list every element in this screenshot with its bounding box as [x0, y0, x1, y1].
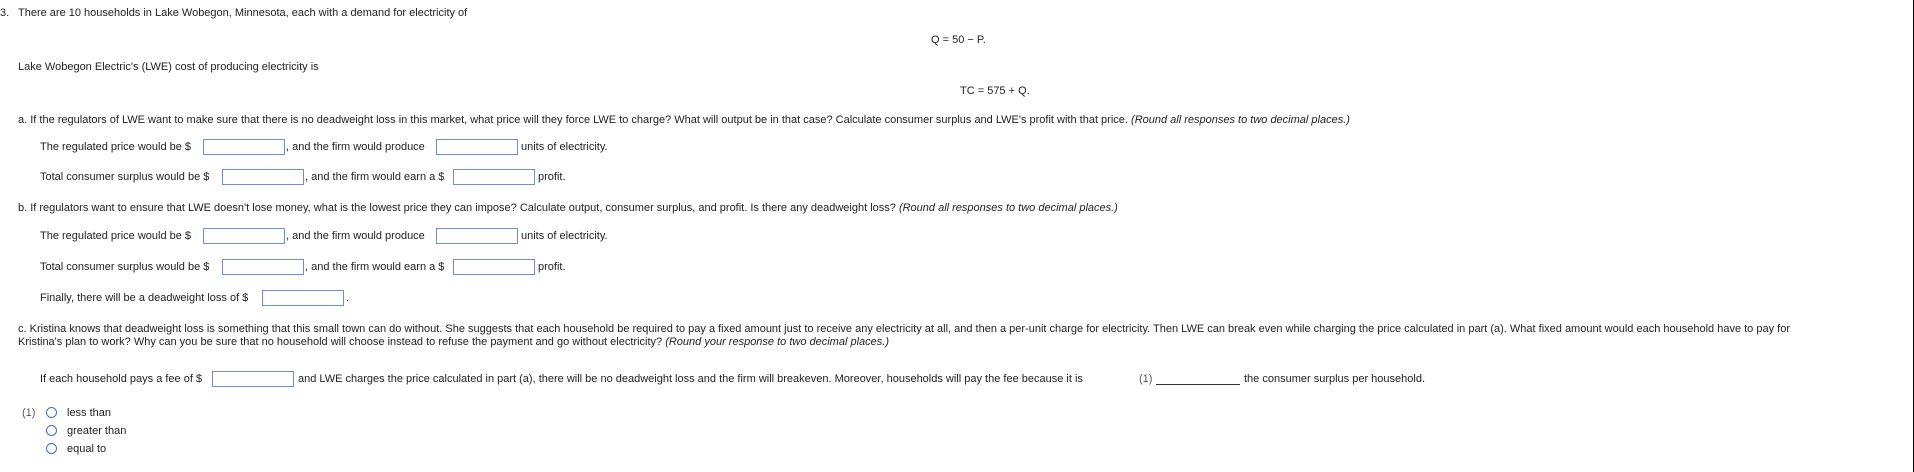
- part-b-profit-label: , and the firm would earn a $: [305, 261, 445, 273]
- cost-intro: Lake Wobegon Electric's (LWE) cost of producing electricity is: [18, 61, 319, 73]
- part-c-question-line2: Kristina's plan to work? Why can you be sure that no household will choose instead to refuse the payment and go without electricity? (Round your response to two decimal places.): [18, 336, 889, 348]
- part-b-price-label: The regulated price would be $: [40, 230, 192, 242]
- part-a-price-label: The regulated price would be $: [40, 141, 192, 153]
- part-b-question: b. If regulators want to ensure that LWE doesn't lose money, what is the lowest price they can impose? Calculate output, consumer surplus, and profit. Is there any deadweight loss? (Round all responses to two decimal places.): [18, 202, 1118, 214]
- part-b-units-label: units of electricity.: [521, 230, 608, 242]
- part-b-note: (Round all responses to two decimal places.): [898, 202, 1118, 214]
- part-a-note: (Round all responses to two decimal places.): [1131, 114, 1350, 126]
- part-a-output-label: , and the firm would produce: [286, 141, 425, 153]
- part-a-profit-input[interactable]: [453, 169, 535, 185]
- choices-marker: (1): [22, 407, 36, 419]
- demand-equation: Q = 50 − P.: [931, 34, 986, 46]
- part-b-dwl-period: .: [346, 292, 350, 304]
- part-b-dwl-input[interactable]: [262, 290, 344, 306]
- part-b-dwl-label: Finally, there will be a deadweight loss of $: [40, 292, 249, 304]
- part-a-question: a. If the regulators of LWE want to make sure that there is no deadweight loss in this market, what price will they force LWE to charge? What will output be in that case? Calculate consumer surplus and LWE's profit with that price. (Round all responses to two decimal places.): [18, 114, 1350, 126]
- part-c-fee-input[interactable]: [212, 371, 294, 387]
- radio-circle-icon[interactable]: [46, 425, 57, 436]
- part-b-output-label: , and the firm would produce: [286, 230, 425, 242]
- part-b-cs-label: Total consumer surplus would be $: [40, 261, 210, 273]
- part-b-profit-suffix: profit.: [538, 261, 566, 273]
- part-a-cs-label: Total consumer surplus would be $: [40, 171, 210, 183]
- part-c-blank-marker: (1): [1139, 373, 1153, 385]
- part-c-fee-label: If each household pays a fee of $: [40, 373, 203, 385]
- part-a-output-input[interactable]: [436, 139, 518, 155]
- choice-label: equal to: [67, 443, 107, 455]
- cost-equation: TC = 575 + Q.: [960, 85, 1030, 97]
- part-b-cs-input[interactable]: [222, 259, 304, 275]
- part-a-profit-suffix: profit.: [538, 171, 566, 183]
- radio-circle-icon[interactable]: [46, 407, 57, 418]
- part-c-suffix: the consumer surplus per household.: [1244, 373, 1425, 385]
- choice-label: greater than: [67, 425, 127, 437]
- part-b-output-input[interactable]: [436, 228, 518, 244]
- choice-label: less than: [67, 407, 112, 419]
- part-c-note: (Round your response to two decimal places.): [665, 336, 889, 348]
- problem-number: 3.: [0, 7, 10, 19]
- radio-circle-icon[interactable]: [46, 443, 57, 454]
- part-a-cs-input[interactable]: [222, 169, 304, 185]
- part-c-question-line1: c. Kristina knows that deadweight loss is something that this small town can do without. She suggests that each household be required to pay a fixed amount just to receive any electricity at all, and then a per-unit charge for electricity. Then LWE can break even while charging the price calculated in part (a). What fixed amount would each household have to pay for: [18, 323, 1790, 335]
- part-a-units-label: units of electricity.: [521, 141, 608, 153]
- part-b-price-input[interactable]: [203, 228, 285, 244]
- part-c-explanation: and LWE charges the price calculated in part (a), there will be no deadweight loss and the firm will breakeven. Moreover, households will pay the fee because it is: [298, 373, 1083, 385]
- part-c-answer-blank[interactable]: [1156, 374, 1240, 385]
- problem-intro: There are 10 households in Lake Wobegon, Minnesota, each with a demand for electricity of: [18, 7, 468, 19]
- part-a-price-input[interactable]: [203, 139, 285, 155]
- part-a-profit-label: , and the firm would earn a $: [305, 171, 445, 183]
- part-b-profit-input[interactable]: [453, 259, 535, 275]
